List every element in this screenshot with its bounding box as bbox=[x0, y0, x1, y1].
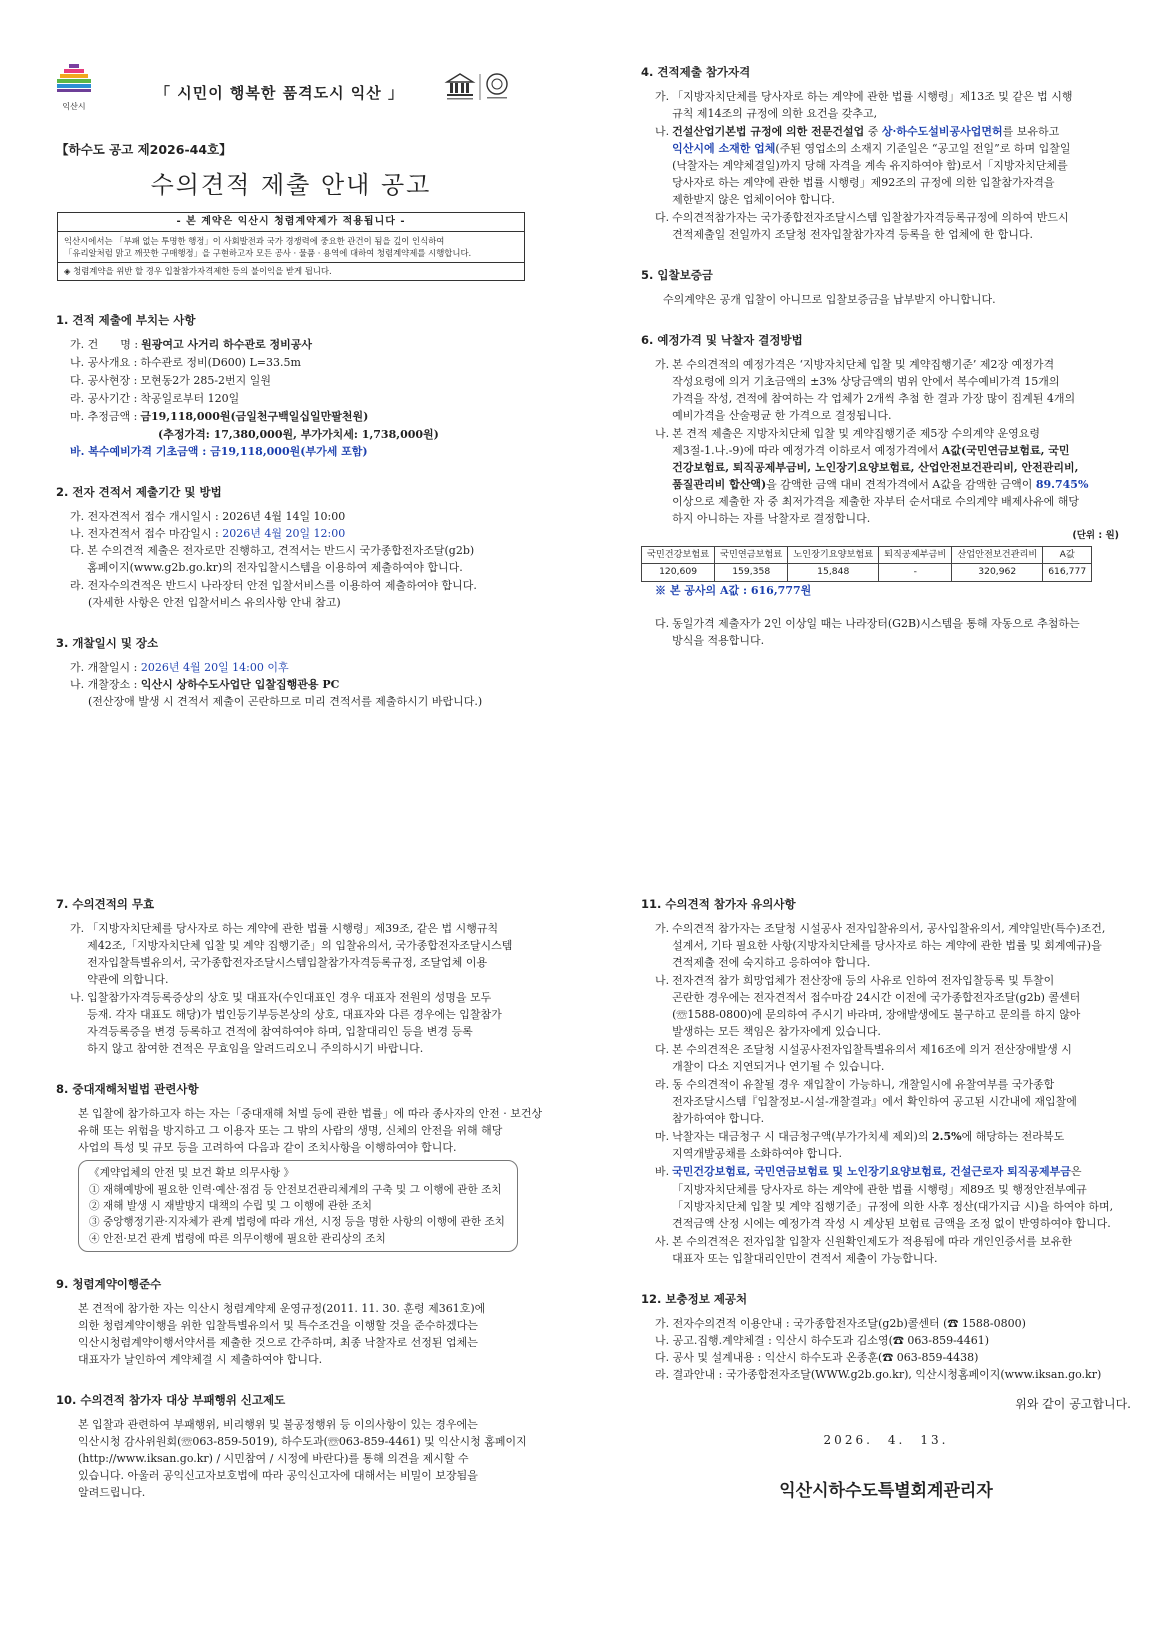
item-text: 「지방자치단체를 당사자로 하는 계약에 관한 법률 시행령」제13조 및 같은 법 시행 bbox=[672, 89, 1073, 103]
section-1 bbox=[56, 312, 546, 460]
item-text: 개찰이 다소 지연되거나 연기될 수 있습니다. bbox=[672, 1060, 885, 1074]
item-text: 발생하는 모든 책임은 참가자에게 있습니다. bbox=[672, 1025, 881, 1039]
table-cell: 15,848 bbox=[788, 564, 879, 581]
license-name: 상·하수도설비공사업면허 bbox=[881, 124, 1003, 138]
section-text: (http://www.iksan.go.kr) / 시민참여 / 시정에 바란다)를 통해 의견을 제시할 수 bbox=[78, 1452, 469, 1466]
section-text: 익산시청 감사위원회(☏063-859-5019), 하수도과(☏063-859-4461) 및 익산시청 홈페이지 bbox=[78, 1435, 527, 1449]
item-text: 이상으로 제출한 자 중 최저가격을 제출한 자부터 순서대로 수의계약 배제사유에 해당 bbox=[672, 495, 1079, 509]
insurance-items: 국민건강보험료, 국민연금보험료 및 노인장기요양보험료, 건설근로자 퇴직공제부금 bbox=[672, 1165, 1071, 1179]
list-item bbox=[655, 615, 1131, 649]
item-text: 전자견적 참가 희망업체가 전산장애 등의 사유로 인하여 전자입찰등록 및 투찰이 bbox=[672, 973, 1055, 987]
item-marker: 다. bbox=[655, 1043, 670, 1057]
item-text bbox=[672, 442, 1131, 459]
list-item bbox=[655, 920, 1131, 971]
header bbox=[55, 62, 525, 112]
location-requirement: 익산시에 소재한 업체 bbox=[672, 141, 776, 155]
obligation-item: ② 재해 발생 시 재발방지 대책의 수립 및 그 이행에 관한 조치 bbox=[89, 1199, 373, 1212]
safety-obligations-box bbox=[78, 1160, 518, 1252]
item-marker: 다. bbox=[655, 211, 670, 225]
list-item bbox=[70, 390, 546, 407]
item-marker: 가. bbox=[655, 921, 670, 935]
notice-number: 【하수도 공고 제2026-44호】 bbox=[56, 142, 232, 157]
section-title: 5. 입찰보증금 bbox=[641, 268, 713, 283]
item-text: (낙찰자는 계약체결일)까지 당해 자격을 계속 유지하여야 함)로서「지방자치단체를 bbox=[672, 159, 1068, 172]
table-header: A값 bbox=[1043, 547, 1092, 564]
open-datetime: 2026년 4월 14일 10:00 bbox=[222, 509, 346, 523]
a-value-definition: A값(국민연금보험료, 국민 bbox=[941, 444, 1070, 458]
section-5 bbox=[641, 267, 1131, 308]
item-text: 제한받지 않은 업체이어야 합니다. bbox=[672, 193, 835, 207]
section-11 bbox=[641, 896, 1131, 1267]
contact-item: 가. 전자수의견적 이용안내 : 국가종합전자조달(g2b)콜센터 (☎ 1588-0800) bbox=[655, 1316, 1026, 1330]
list-item bbox=[70, 542, 546, 576]
item-text: 본 수의견적 제출은 전자로만 진행하고, 견적서는 반드시 국가종합전자조달(g2b) bbox=[87, 544, 475, 558]
list-item bbox=[70, 989, 546, 1057]
item-text: 수의견적참가자는 국가종합전자조달시스템 입찰참가자격등록규정에 의하여 반드시 bbox=[672, 211, 1069, 225]
section-7 bbox=[56, 896, 546, 1057]
item-text-part: 은 bbox=[1070, 1165, 1082, 1179]
item-label: 가. 건 명 : bbox=[70, 337, 139, 351]
threshold-rate: 89.745% bbox=[1035, 478, 1089, 492]
section-title: 4. 견적제출 참가자격 bbox=[641, 65, 751, 79]
item-text: 당사자로 하는 계약에 관한 법률 시행령」제92조의 규정에 의한 입찰참가자격을 bbox=[672, 176, 1055, 190]
item-text: 하지 아니하는 자를 낙찰자로 결정합니다. bbox=[672, 512, 871, 526]
list-item bbox=[655, 1076, 1131, 1127]
item-text-part: (주된 영업소의 소재지 기준일은 “공고일 전일”로 하며 입찰일 bbox=[775, 141, 1071, 155]
section-text: 본 입찰에 참가하고자 하는 자는「중대재해 처벌 등에 관한 법률」에 따라 종사자의 안전 · 보건상 bbox=[78, 1107, 543, 1120]
item-text: 수의견적 참가자는 조달청 시설공사 전자입찰유의서, 공사입찰유의서, 계약일반(특수)조건, bbox=[672, 921, 1106, 935]
box-heading: - 본 계약은 익산시 청렴계약제가 적용됩니다 - bbox=[58, 213, 524, 232]
item-text: 곤란한 경우에는 전자견적서 접수마감 24시간 이전에 국가종합전자조달(g2b) 콜센터 bbox=[672, 991, 1081, 1004]
slogan: 「 시민이 행복한 품격도시 익산 」 bbox=[155, 84, 404, 102]
base-amount: 바. 복수예비가격 기초금액 : 금19,118,000원(부가세 포함) bbox=[70, 445, 368, 459]
left-bottom-column bbox=[56, 896, 546, 1525]
item-text: 견적제출 전에 숙지하고 응하여야 합니다. bbox=[672, 955, 871, 969]
section-text: 수의계약은 공개 입찰이 아니므로 입찰보증금을 납부받지 아니합니다. bbox=[663, 293, 996, 307]
item-text-part: 을 감액한 금액 대비 견적가격에서 A값을 감액한 금액이 bbox=[766, 478, 1036, 492]
item-value: 금19,118,000원(금일천구백일십일만팔천원) bbox=[140, 410, 369, 423]
page-title: 수의견적 제출 안내 공고 bbox=[150, 171, 432, 199]
item-text: 본 수의견적의 예정가격은 ‘지방자치단체 입찰 및 계약집행기준’ 제2장 예정가격 bbox=[672, 357, 1055, 371]
item-text-part: 제3절-1.나.-9)에 따라 예정가격 이하로서 예정가격에서 bbox=[672, 444, 942, 458]
item-text bbox=[672, 123, 1131, 140]
item-marker: 다. bbox=[655, 616, 670, 630]
opening-place: 익산시 상하수도사업단 입찰집행관용 PC bbox=[140, 678, 340, 692]
table-cell: 320,962 bbox=[952, 564, 1043, 581]
left-top-column bbox=[56, 312, 546, 734]
contact-item: 다. 공사 및 설계내용 : 익산시 하수도과 온종훈(☎ 063-859-4438) bbox=[655, 1350, 979, 1364]
table-header: 산업안전보건관리비 bbox=[952, 547, 1043, 564]
item-label: 나. 개찰장소 : bbox=[70, 678, 138, 692]
list-item bbox=[655, 1163, 1131, 1231]
list-item bbox=[70, 508, 546, 525]
item-text bbox=[672, 1128, 1131, 1145]
signatory: 익산시하수도특별회계관리자 bbox=[779, 1480, 993, 1501]
item-text: 제42조,「지방자치단체 입찰 및 계약 집행기준」의 입찰유의서, 국가종합전자조달시스템 bbox=[87, 938, 513, 952]
item-marker: 마. bbox=[655, 1130, 670, 1144]
contact-item: 나. 공고.집행.계약체결 : 익산시 하수도과 김소영(☎ 063-859-4461) bbox=[655, 1333, 990, 1347]
table-header: 국민연금보험료 bbox=[715, 547, 788, 564]
item-label: 가. 전자견적서 접수 개시일시 : bbox=[70, 509, 219, 523]
table-cell: 159,358 bbox=[715, 564, 788, 581]
section-text: 유해 또는 위험을 방지하고 그 이용자 또는 그 밖의 사람의 생명, 신체의 안전을 위해 해당 bbox=[78, 1124, 503, 1138]
item-text: 지역개발공채를 소화하여야 합니다. bbox=[672, 1147, 843, 1161]
item-text: 동일가격 제출자가 2인 이상일 때는 나라장터(G2B)시스템을 통해 자동으로 추첨하는 bbox=[672, 616, 1080, 630]
box-body bbox=[58, 232, 524, 263]
item-text: 「지방자치단체 입찰 및 계약 집행기준」규정에 의한 사후 정산(대가지급 시)을 하여야 하며, bbox=[672, 1199, 1114, 1213]
table-header: 국민건강보험료 bbox=[642, 547, 715, 564]
item-label: 가. 개찰일시 : bbox=[70, 661, 138, 675]
list-item bbox=[655, 356, 1131, 424]
right-bottom-column bbox=[641, 896, 1131, 1528]
item-label: 나. 공사개요 : bbox=[70, 355, 138, 369]
item-value: 모현동2가 285-2번지 일원 bbox=[140, 373, 272, 387]
a-value-note: ※ 본 공사의 A값 : 616,777원 bbox=[655, 583, 812, 597]
section-text: 알려드립니다. bbox=[78, 1486, 146, 1500]
a-value-definition: 건강보험료, 퇴직공제부금비, 노인장기요양보험료, 산업안전보건관리비, 안전관리비, bbox=[672, 461, 1079, 475]
section-3 bbox=[56, 635, 546, 710]
list-item bbox=[70, 336, 546, 353]
section-2 bbox=[56, 484, 546, 611]
item-text bbox=[672, 1163, 1131, 1180]
list-item bbox=[70, 676, 546, 693]
item-text: (☏1588-0800)에 문의하여 주시기 바라며, 장애발생에도 불구하고 문의를 하지 않아 bbox=[672, 1008, 1081, 1022]
item-text: 대표자 또는 입찰대리인만이 견적서 제출이 가능합니다. bbox=[672, 1251, 938, 1265]
list-item bbox=[70, 525, 546, 542]
item-text: 전자조달시스템『입찰정보-시설-개찰결과』에서 확인하여 공고된 시간내에 재입찰에 bbox=[672, 1095, 1077, 1109]
table-header: 퇴직공제부금비 bbox=[879, 547, 952, 564]
item-marker: 가. bbox=[655, 357, 670, 371]
obligation-item: ① 재해예방에 필요한 인력·예산·점검 등 안전보건관리체계의 구축 및 그 이행에 관한 조치 bbox=[89, 1183, 502, 1196]
item-text: 「지방자치단체를 당사자로 하는 계약에 관한 법률 시행령」제89조 및 행정안전부예규 bbox=[672, 1182, 1087, 1196]
section-4 bbox=[641, 64, 1131, 243]
item-text: 홈페이지(www.g2b.go.kr)의 전자입찰시스템을 이용하여 제출하여야 합니다. bbox=[87, 561, 463, 575]
item-text: 약관에 의합니다. bbox=[87, 972, 169, 986]
item-text: 동 수의견적이 유찰될 경우 재입찰이 가능하니, 개찰일시에 유찰여부를 국가종합 bbox=[672, 1078, 1055, 1092]
section-text: 대표자가 날인하여 계약체결 시 제출하여야 합니다. bbox=[78, 1353, 323, 1367]
notice-date: 2026. 4. 13. bbox=[823, 1433, 949, 1448]
section-title: 7. 수의견적의 무효 bbox=[56, 897, 155, 911]
item-value: 착공일로부터 120일 bbox=[140, 391, 240, 405]
section-title: 6. 예정가격 및 낙찰자 결정방법 bbox=[641, 333, 803, 348]
list-item bbox=[70, 408, 546, 425]
section-title: 12. 보충정보 제공처 bbox=[641, 1291, 748, 1306]
box-footer: ◈ 청렴계약을 위반 할 경우 입찰참가자격제한 등의 불이익을 받게 됩니다. bbox=[64, 265, 332, 276]
item-text: 규칙 제14조의 규정에 의한 요건을 갖추고, bbox=[672, 106, 878, 120]
license-type: 건설산업기본법 규정에 의한 전문건설업 bbox=[672, 124, 865, 138]
item-text: 입찰참가자격등록증상의 상호 및 대표자(수인대표인 경우 대표자 전원의 성명을 모두 bbox=[87, 991, 492, 1004]
section-9 bbox=[56, 1276, 546, 1368]
item-text: 작성요령에 의거 기초금액의 ±3% 상당금액의 범위 안에서 복수예비가격 15개의 bbox=[672, 374, 1060, 388]
section-10 bbox=[56, 1392, 546, 1501]
city-label: 익산시 bbox=[62, 102, 86, 112]
list-item bbox=[70, 920, 546, 988]
a-value-definition: 품질관리비 합산액) bbox=[672, 478, 767, 492]
list-item bbox=[70, 659, 546, 676]
section-title: 1. 견적 제출에 부치는 사항 bbox=[56, 313, 196, 327]
section-title: 9. 청렴계약이행준수 bbox=[56, 1277, 162, 1292]
item-marker: 나. bbox=[70, 991, 85, 1004]
contact-item: 라. 결과안내 : 국가종합전자조달(WWW.g2b.go.kr), 익산시청홈페이지(www.iksan.go.kr) bbox=[655, 1367, 1102, 1381]
integrity-contract-box bbox=[57, 212, 525, 281]
item-text: 전자입찰특별유의서, 국가종합전자조달시스템입찰참가자격등록규정, 조달업체 이용 bbox=[87, 955, 488, 969]
section-text: 의한 청렴계약이행을 위한 입찰특별유의서 및 특수조건을 이행할 것을 준수하겠다는 bbox=[78, 1319, 478, 1333]
item-label: 마. 추정금액 : bbox=[70, 410, 138, 423]
item-note: (전산장애 발생 시 견적서 제출이 곤란하므로 미리 견적서를 제출하시기 바랍니다.) bbox=[88, 695, 483, 709]
list-item bbox=[655, 88, 1131, 122]
section-text: 있습니다. 아울러 공익신고자보호법에 따라 공익신고자에 대해서는 비밀이 보장됨을 bbox=[78, 1469, 478, 1483]
section-text: 익산시청렴계약이행서약서를 제출한 것으로 간주하며, 최종 낙찰자로 선정된 업체는 bbox=[78, 1336, 478, 1350]
list-item bbox=[70, 354, 546, 371]
item-marker: 바. bbox=[655, 1165, 670, 1179]
item-marker: 사. bbox=[655, 1234, 670, 1248]
list-item bbox=[70, 372, 546, 389]
section-title: 3. 개찰일시 및 장소 bbox=[56, 636, 159, 651]
table-cell: 616,777 bbox=[1043, 564, 1092, 581]
item-label: 다. 공사현장 : bbox=[70, 373, 138, 387]
item-marker: 가. bbox=[655, 89, 670, 103]
item-text-part: 를 보유하고 bbox=[1002, 124, 1060, 138]
section-title: 2. 전자 견적서 제출기간 및 방법 bbox=[56, 485, 222, 500]
section-title: 8. 중대재해처벌법 관련사항 bbox=[56, 1082, 199, 1097]
box-body-line: 「유리알처럼 맑고 깨끗한 구매행정」을 구현하고자 모든 공사 · 물품 · 용역에 대하여 청렴계약제를 시행합니다. bbox=[64, 247, 472, 258]
obligation-item: ③ 중앙행정기관·지자체가 관계 법령에 따라 개선, 시정 등을 명한 사항의 이행에 관한 조치 bbox=[89, 1216, 505, 1229]
item-text: 가격을 작성, 견적에 참여하는 각 업체가 2개씩 추첨 한 결과 가장 많이 집계된 4개의 bbox=[672, 392, 1076, 405]
section-title: 11. 수의견적 참가자 유의사항 bbox=[641, 897, 796, 911]
table-cell: 120,609 bbox=[642, 564, 715, 581]
item-label: 나. 전자견적서 접수 마감일시 : bbox=[70, 527, 219, 540]
item-text-part: 에 해당하는 전라북도 bbox=[961, 1130, 1065, 1144]
table-row bbox=[642, 564, 1092, 581]
item-value: 하수관로 정비(D600) L=33.5m bbox=[140, 355, 301, 369]
box-body-line: 익산시에서는 「부패 없는 투명한 행정」이 사회발전과 국가 경쟁력에 중요한 관건이 됨을 깊이 인식하여 bbox=[64, 235, 445, 246]
section-text: 본 입찰과 관련하여 부패행위, 비리행위 및 불공정행위 등 이의사항이 있는 경우에는 bbox=[78, 1417, 478, 1431]
item-text: 견적금액 산정 시에는 예정가격 작성 시 계상된 보험료 금액을 조정 없이 반영하여야 합니다. bbox=[672, 1216, 1111, 1230]
table-unit: (단위 : 원) bbox=[1072, 530, 1119, 542]
item-text: 본 수의견적은 조달청 시설공사전자입찰특별유의서 제16조에 의거 전산장애발생 시 bbox=[672, 1043, 1072, 1057]
list-item bbox=[655, 972, 1131, 1040]
section-text: 본 견적에 참가한 자는 익산시 청렴계약제 운영규정(2011. 11. 30. 훈령 제361호)에 bbox=[78, 1301, 486, 1315]
table-header-row bbox=[642, 547, 1092, 564]
item-marker: 라. bbox=[655, 1078, 670, 1092]
item-value: 원광여고 사거리 하수관로 정비공사 bbox=[141, 337, 312, 351]
item-text: 예비가격을 산술평균 한 가격으로 결정됩니다. bbox=[672, 409, 892, 423]
list-item bbox=[655, 209, 1131, 243]
table-cell: - bbox=[879, 564, 952, 581]
item-label: 라. 공사기간 : bbox=[70, 391, 138, 405]
item-text: 하지 않고 참여한 견적은 무효임을 알려드리오니 주의하시기 바랍니다. bbox=[87, 1042, 424, 1056]
item-text-part: 중 bbox=[864, 124, 882, 138]
item-text: 참가하여야 합니다. bbox=[672, 1112, 765, 1126]
item-text: 등재. 각자 대표도 해당)가 법인등기부등본상의 상호, 대표자와 다른 경우에는 입찰참가 bbox=[87, 1008, 502, 1022]
section-title: 10. 수의견적 참가자 대상 부패행위 신고제도 bbox=[56, 1393, 286, 1408]
section-text: 사업의 특성 및 규모 등을 고려하여 다음과 같이 조치사항을 이행하여야 합니다. bbox=[78, 1141, 457, 1155]
opening-datetime: 2026년 4월 20일 14:00 이후 bbox=[140, 661, 289, 675]
bond-rate: 2.5% bbox=[931, 1130, 962, 1144]
close-datetime: 2026년 4월 20일 12:00 bbox=[222, 527, 346, 540]
list-item bbox=[655, 425, 1131, 527]
section-6 bbox=[641, 332, 1131, 649]
list-item bbox=[655, 1128, 1131, 1162]
item-text: 「지방자치단체를 당사자로 하는 계약에 관한 법률 시행령」제39조, 같은 법 시행규칙 bbox=[87, 921, 499, 935]
section-8 bbox=[56, 1081, 546, 1252]
item-text: 본 견적 제출은 지방자치단체 입찰 및 계약집행기준 제5장 수의계약 운영요령 bbox=[672, 427, 1040, 441]
list-item bbox=[655, 123, 1131, 208]
obligations-title: 《계약업체의 안전 및 보건 확보 의무사항 》 bbox=[89, 1167, 295, 1180]
right-top-column bbox=[641, 64, 1131, 673]
item-marker: 나. bbox=[655, 973, 670, 987]
unesco-heritage-icon bbox=[443, 70, 513, 104]
table-header: 노인장기요양보험료 bbox=[788, 547, 879, 564]
item-note: (자세한 사항은 안전 입찰서비스 유의사항 안내 참고) bbox=[88, 596, 341, 610]
item-text-part: 낙찰자는 대금청구 시 대금청구액(부가가치세 제외)의 bbox=[672, 1130, 932, 1144]
item-marker: 나. bbox=[655, 124, 670, 138]
a-value-table bbox=[641, 546, 1092, 582]
list-item bbox=[655, 1233, 1131, 1267]
item-marker: 다. bbox=[70, 544, 85, 558]
obligation-item: ④ 안전·보건 관계 법령에 따른 의무이행에 필요한 관리상의 조치 bbox=[89, 1232, 386, 1245]
item-text: 방식을 적용합니다. bbox=[672, 633, 765, 647]
list-item bbox=[655, 1041, 1131, 1075]
closing-statement: 위와 같이 공고합니다. bbox=[1015, 1396, 1131, 1411]
item-marker: 나. bbox=[655, 427, 670, 441]
iksan-city-logo-icon bbox=[55, 62, 93, 110]
list-item: 라. 전자수의견적은 반드시 나라장터 안전 입찰서비스를 이용하여 제출하여야 합니다. bbox=[70, 579, 477, 593]
estimated-breakdown: (추정가격: 17,380,000원, 부가가치세: 1,738,000원) bbox=[158, 428, 439, 442]
item-text bbox=[672, 476, 1131, 493]
item-text: 본 수의견적은 전자입찰 입찰자 신원확인제도가 적용됨에 따라 개인인증서를 보유한 bbox=[672, 1234, 1073, 1248]
section-12 bbox=[641, 1291, 1131, 1505]
item-text: 자격등록증을 변경 등록하고 견적에 참여하여야 하며, 입찰대리인 등을 변경 등록 bbox=[87, 1025, 473, 1039]
item-text bbox=[672, 140, 1131, 157]
item-text: 설계서, 기타 필요한 사항(지방자치단체를 당사자로 하는 계약에 관한 법률 및 회계예규)을 bbox=[672, 938, 1102, 952]
item-text: 견적제출일 전일까지 조달청 전자입찰참가자격 등록을 한 업체에 한 합니다. bbox=[672, 228, 1033, 242]
item-marker: 가. bbox=[70, 921, 85, 935]
